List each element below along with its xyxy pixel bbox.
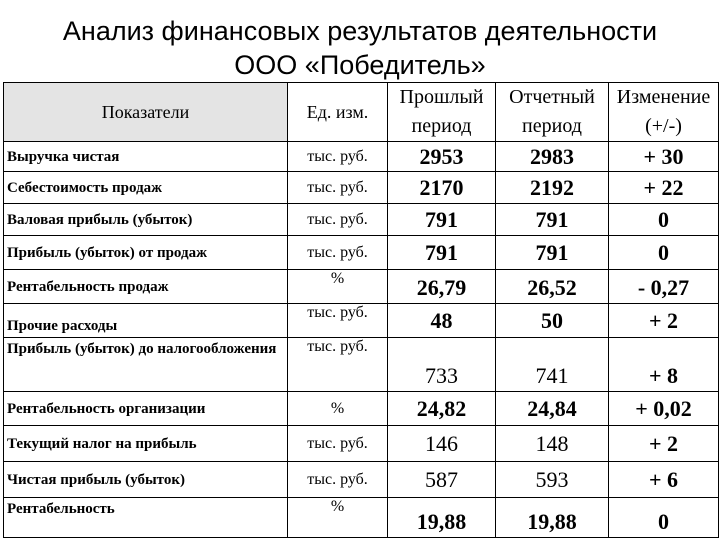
table-header-row [4,83,719,142]
row-name: Прибыль (убыток) до налогообложения [4,338,288,392]
table-row [4,142,719,172]
row-unit: тыс. руб. [288,204,388,236]
table-row [4,462,719,498]
row-current: 148 [496,426,609,462]
table-row [4,392,719,426]
row-unit: тыс. руб. [288,462,388,498]
row-unit: тыс. руб. [288,426,388,462]
row-current: 50 [496,304,609,338]
row-change: 0 [609,204,719,236]
row-name: Выручка чистая [4,142,288,172]
row-current: 791 [496,236,609,270]
table-row [4,270,719,304]
row-unit: тыс. руб. [288,172,388,204]
row-previous: 48 [388,304,496,338]
row-unit: тыс. руб. [288,338,388,392]
row-unit: % [288,392,388,426]
title-line-2: ООО «Победитель» [234,50,486,80]
table-row [4,498,719,538]
title-line-1: Анализ финансовых результатов деятельности [62,16,658,46]
row-previous: 587 [388,462,496,498]
slide-title [0,14,720,82]
header-unit: Ед. изм. [288,83,388,142]
table-row [4,172,719,204]
row-current: 26,52 [496,270,609,304]
header-current-period: Отчетный период [496,83,609,142]
row-unit: тыс. руб. [288,236,388,270]
table-row [4,304,719,338]
row-change: + 8 [609,338,719,392]
header-previous-period: Прошлый период [388,83,496,142]
header-change: Изменение (+/-) [609,83,719,142]
table-row [4,236,719,270]
row-name: Рентабельность организации [4,392,288,426]
row-name: Прибыль (убыток) от продаж [4,236,288,270]
row-name: Рентабельность продаж [4,270,288,304]
row-change: + 22 [609,172,719,204]
row-previous: 733 [388,338,496,392]
table-row [4,426,719,462]
row-name: Рентабельность [4,498,288,538]
financial-results-table [3,82,719,538]
row-unit: % [288,498,388,538]
row-change: 0 [609,498,719,538]
row-current: 791 [496,204,609,236]
row-current: 2192 [496,172,609,204]
row-previous: 24,82 [388,392,496,426]
row-unit: тыс. руб. [288,142,388,172]
row-name: Себестоимость продаж [4,172,288,204]
row-change: + 2 [609,304,719,338]
row-previous: 146 [388,426,496,462]
row-change: + 2 [609,426,719,462]
row-current: 24,84 [496,392,609,426]
row-change: + 0,02 [609,392,719,426]
row-change: - 0,27 [609,270,719,304]
row-previous: 19,88 [388,498,496,538]
row-current: 741 [496,338,609,392]
row-change: + 30 [609,142,719,172]
row-previous: 791 [388,236,496,270]
row-name: Валовая прибыль (убыток) [4,204,288,236]
row-previous: 26,79 [388,270,496,304]
row-name: Текущий налог на прибыль [4,426,288,462]
row-current: 19,88 [496,498,609,538]
table-row [4,204,719,236]
row-change: + 6 [609,462,719,498]
row-name: Чистая прибыль (убыток) [4,462,288,498]
row-name: Прочие расходы [4,304,288,338]
row-unit: % [288,270,388,304]
row-change: 0 [609,236,719,270]
row-previous: 791 [388,204,496,236]
row-current: 2983 [496,142,609,172]
row-current: 593 [496,462,609,498]
header-indicators: Показатели [4,83,288,142]
table-row [4,338,719,392]
row-previous: 2170 [388,172,496,204]
row-unit: тыс. руб. [288,304,388,338]
row-previous: 2953 [388,142,496,172]
